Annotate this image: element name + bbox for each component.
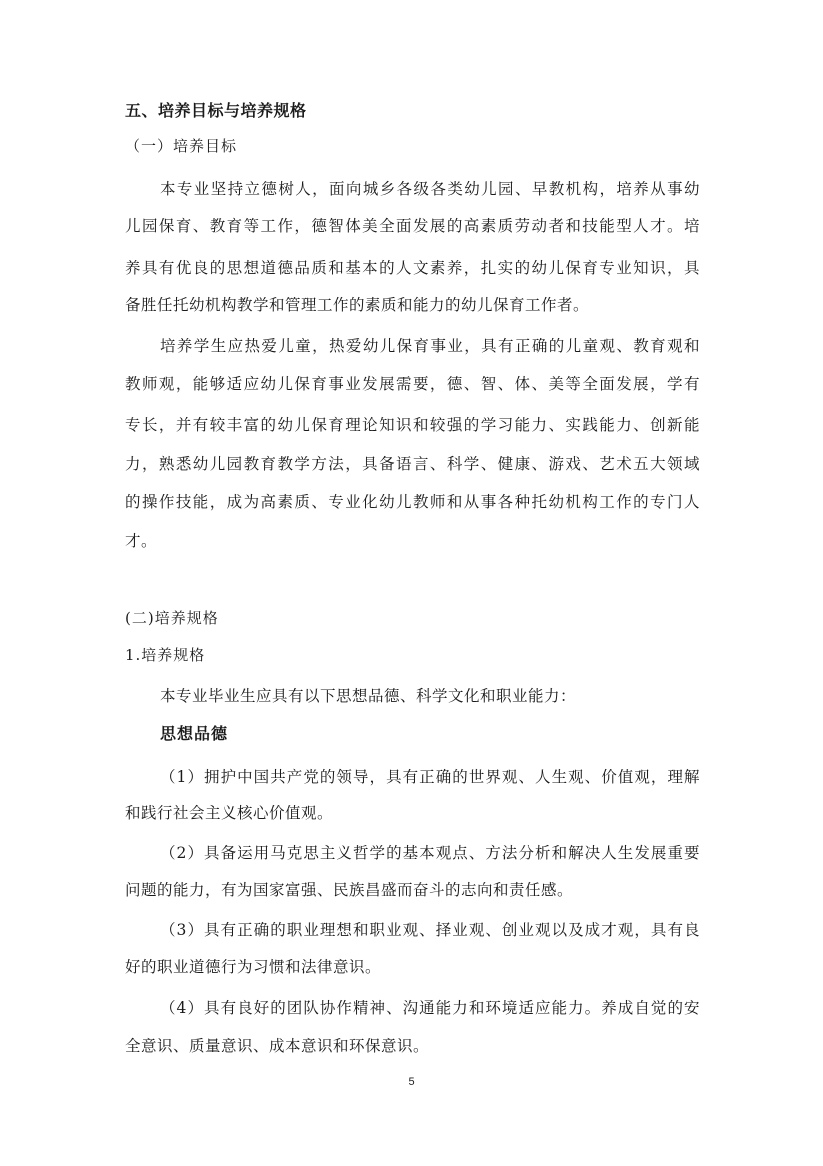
list-item-line: （1）拥护中国共产党的领导，具有正确的世界观、人生观、价值观，理解 [160,768,700,786]
page-number: 5 [408,1076,415,1088]
paragraph-line: 专长，并有较丰富的幼儿保育理论知识和较强的学习能力、实践能力、创新能 [125,416,700,434]
subsection-title-goal: （一）培养目标 [125,137,238,155]
paragraph-line: 备胜任托幼机构教学和管理工作的素质和能力的幼儿保育工作者。 [125,296,590,314]
paragraph-line: 力，熟悉幼儿园教育教学方法，具备语言、科学、健康、游戏、艺术五大领域 [125,455,700,473]
list-item-line: （2）具备运用马克思主义哲学的基本观点、方法分析和解决人生发展重要 [160,844,700,862]
intro-line: 本专业毕业生应具有以下思想品德、科学文化和职业能力： [160,687,577,705]
paragraph-line: 本专业坚持立德树人，面向城乡各级各类幼儿园、早教机构，培养从事幼 [160,180,700,198]
paragraph-line: 才。 [125,532,158,550]
paragraph-line: 教师观，能够适应幼儿保育事业发展需要，德、智、体、美等全面发展，学有 [125,375,700,393]
list-item-line: （3）具有正确的职业理想和职业观、择业观、创业观以及成才观，具有良 [160,921,700,939]
moral-title: 思想品德 [160,724,229,743]
paragraph-line: 的操作技能，成为高素质、专业化幼儿教师和从事各种托幼机构工作的专门人 [125,493,700,511]
section-title: 五、培养目标与培养规格 [125,101,307,120]
subsection-title-spec: (二)培养规格 [125,609,219,627]
paragraph-line: 培养学生应热爱儿童，热爱幼儿保育事业，具有正确的儿童观、教育观和 [160,337,700,355]
list-item-line: （4）具有良好的团队协作精神、沟通能力和环境适应能力。养成自觉的安 [160,999,700,1017]
list-item-line: 好的职业道德行为习惯和法律意识。 [125,958,382,976]
list-item-line: 和践行社会主义核心价值观。 [125,804,334,822]
list-item-line: 问题的能力，有为国家富强、民族昌盛而奋斗的志向和责任感。 [125,881,574,899]
list-item-line: 全意识、质量意识、成本意识和环保意识。 [125,1037,430,1055]
subsection-item-title: 1.培养规格 [125,646,206,664]
paragraph-line: 儿园保育、教育等工作，德智体美全面发展的高素质劳动者和技能型人才。培 [125,217,700,235]
paragraph-line: 养具有优良的思想道德品质和基本的人文素养，扎实的幼儿保育专业知识，具 [125,259,700,277]
